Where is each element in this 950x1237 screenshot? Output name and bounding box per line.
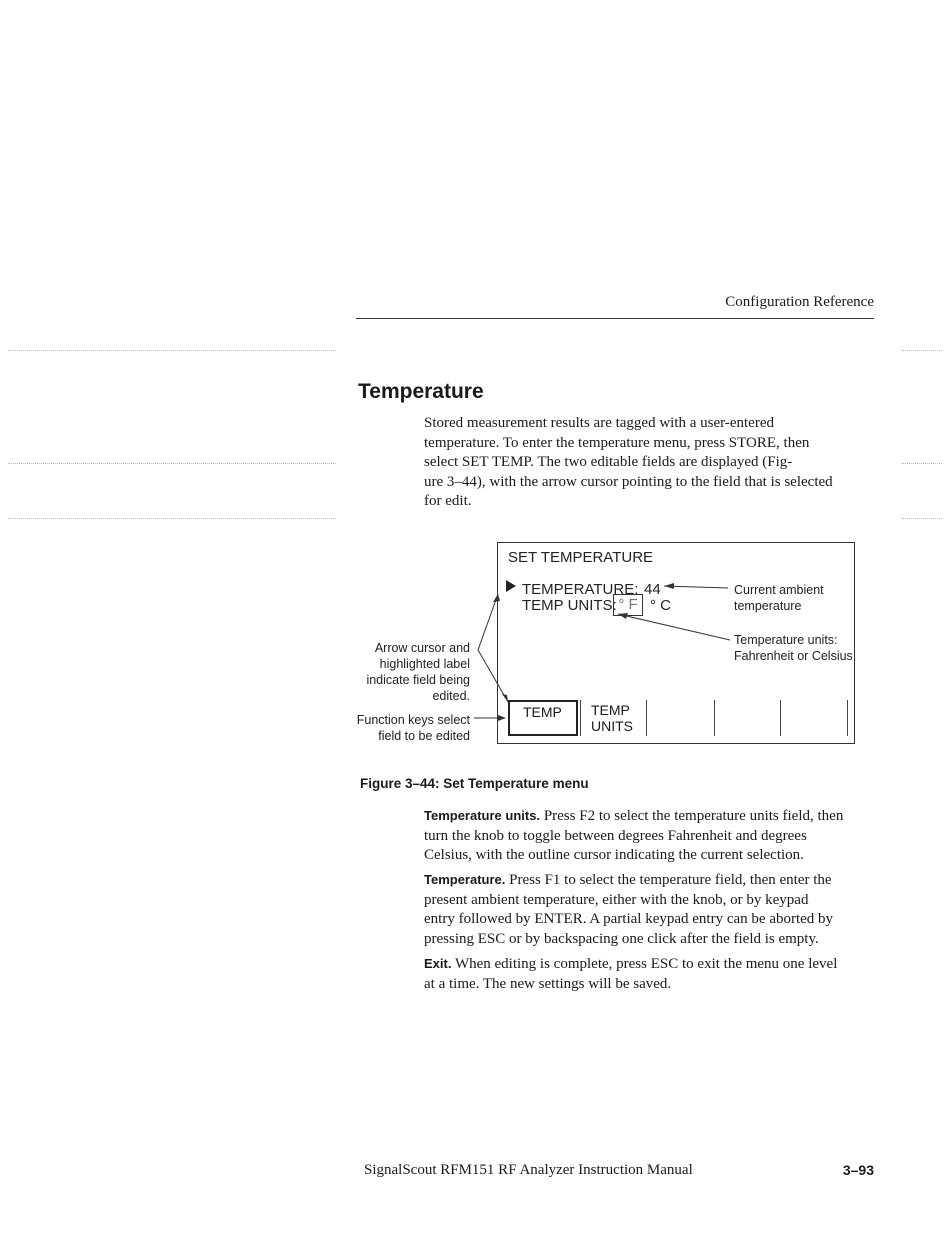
text-line: entry followed by ENTER. A partial keypad entry can be aborted by: [424, 911, 834, 927]
text-line: When editing is complete, press ESC to exit the menu one level: [451, 956, 838, 972]
unit-c-option: ° C: [650, 597, 671, 614]
callout-line: Current ambient: [734, 583, 824, 597]
text-line: ure 3–44), with the arrow cursor pointing to the field that is selected: [424, 473, 833, 490]
text-line: select SET TEMP. The two editable fields are displayed (Fig-: [424, 454, 793, 470]
page-number: 3–93: [842, 1162, 874, 1178]
function-key-label: TEMP: [591, 702, 630, 718]
text-line: Press F1 to select the temperature field, then enter the: [505, 872, 832, 888]
unit-f-option: ° F: [613, 594, 643, 616]
callout-line: Fahrenheit or Celsius: [734, 649, 853, 663]
callout-arrow-cursor: [330, 640, 470, 704]
run-in-heading: Temperature units.: [424, 808, 541, 823]
callout-current-ambient: [734, 582, 824, 614]
temperature-units-paragraph: [424, 806, 864, 866]
run-in-heading: Exit.: [424, 956, 452, 971]
callout-line: Arrow cursor and: [374, 641, 470, 655]
units-field-label: TEMP UNITS:: [522, 597, 617, 614]
text-line: for edit.: [424, 493, 472, 509]
callout-line: highlighted label: [379, 657, 470, 671]
callout-function-keys: [330, 712, 470, 744]
callout-line: temperature: [734, 599, 802, 613]
exit-paragraph: [424, 954, 864, 994]
screen-title: SET TEMPERATURE: [508, 549, 654, 566]
callout-line: Function keys select: [356, 713, 470, 727]
callout-line: Temperature units:: [734, 633, 838, 647]
text-line: turn the knob to toggle between degrees Fahrenheit and degrees: [424, 827, 807, 844]
callout-line: field to be edited: [378, 729, 470, 743]
temperature-field-label: TEMPERATURE:: [522, 581, 639, 598]
text-line: Press F2 to select the temperature units field, then: [540, 808, 844, 824]
callout-temperature-units: [734, 632, 853, 664]
function-key-label: TEMP: [523, 704, 562, 720]
text-line: at a time. The new settings will be saved.: [424, 975, 672, 992]
running-header: Configuration Reference: [725, 294, 874, 310]
text-line: Celsius, with the outline cursor indicating the current selection.: [424, 847, 804, 863]
running-footer: SignalScout RFM151 RF Analyzer Instruction Manual: [364, 1162, 693, 1178]
callout-line: indicate field being: [366, 673, 470, 687]
temperature-field-value: 44: [644, 581, 661, 598]
text-line: temperature. To enter the temperature menu, press STORE, then: [424, 434, 810, 451]
text-line: Stored measurement results are tagged with a user-entered: [424, 415, 774, 431]
figure-caption: Figure 3–44: Set Temperature menu: [360, 776, 589, 791]
section-heading: Temperature: [358, 380, 484, 403]
temperature-paragraph: [424, 870, 864, 949]
text-line: present ambient temperature, either with the knob, or by keypad: [424, 891, 809, 908]
text-line: pressing ESC or by backspacing one click after the field is empty.: [424, 930, 819, 947]
run-in-heading: Temperature.: [424, 872, 506, 887]
function-key-label: UNITS: [591, 718, 633, 734]
callout-line: edited.: [432, 689, 470, 703]
